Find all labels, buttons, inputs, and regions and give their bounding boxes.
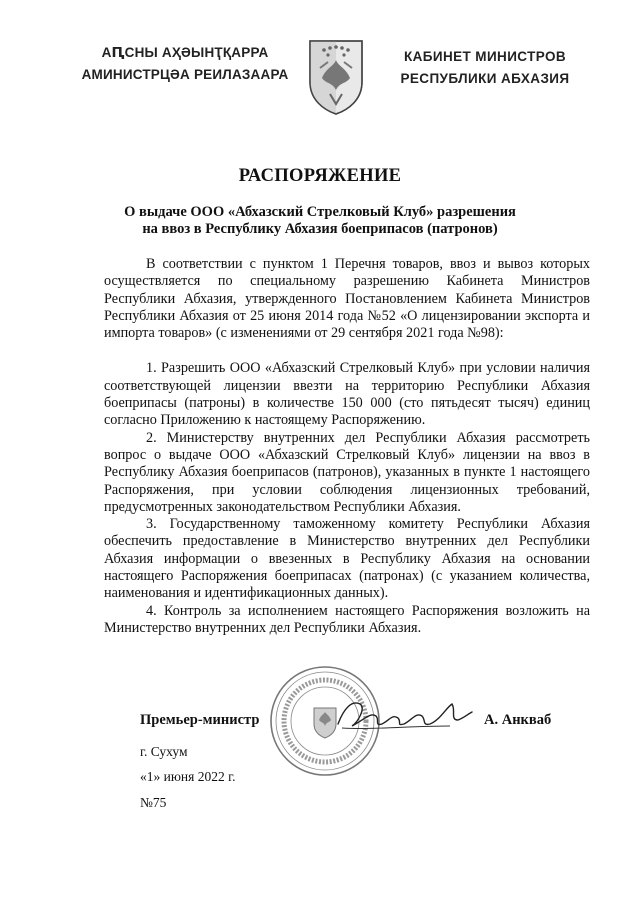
subject-line-2: на ввоз в Республику Абхазия боеприпасов (патронов) xyxy=(142,221,498,237)
subject-line-1: О выдаче ООО «Абхазский Стрелковый Клуб» разрешения xyxy=(124,204,516,220)
signatory-position: Премьер-министр xyxy=(140,712,260,728)
signatory-name: А. Анкваб xyxy=(484,712,552,728)
document-number: №75 xyxy=(140,795,167,810)
document-date: «1» июня 2022 г. xyxy=(140,769,236,784)
document-subject xyxy=(100,204,540,238)
letterhead-left-line1: АԤСНЫ АҲӘЫНҬҚАРРА xyxy=(101,45,269,60)
abkhazia-coat-of-arms-icon xyxy=(306,38,366,116)
document-city: г. Сухум xyxy=(140,744,188,759)
document-body xyxy=(104,256,590,637)
letterhead-left xyxy=(70,42,300,86)
item-paragraph-2: 2. Министерству внутренних дел Республики Абхазия рассмотреть вопрос о выдаче ООО «Абхазский Стрелковый Клуб» лицензии на ввоз в Республику Абхазия боеприпасов (патронов), указанных в пункте 1 настоящего Распоряжения, при условии соблюдения лицензионных требований, предусмотренных законодательством Республики Абхазия. xyxy=(104,429,590,515)
letterhead-left-line2: АМИНИСТРЦӘА РЕИЛАЗААРА xyxy=(81,67,289,82)
letterhead-right-line1: КАБИНЕТ МИНИСТРОВ xyxy=(403,49,567,64)
item-paragraph-3: 3. Государственному таможенному комитету Республики Абхазия обеспечить предоставление в Министерство внутренних дел Республики Абхазия информации о ввезенных в Республику Абхазия на основании настоящего Распоряжения боеприпасах (патронах) (с указанием количества, наименования и идентификационных данных). xyxy=(104,516,590,602)
letterhead-right xyxy=(380,46,590,90)
preamble-paragraph: В соответствии с пунктом 1 Перечня товаров, ввоз и вывоз которых осуществляется по специальному разрешению Кабинета Министров Республики Абхазия, утвержденного Постановлением Кабинета Министров Республики Абхазия от 25 июня 2014 года №52 «О лицензировании экспорта и импорта товаров» (с изменениями от 29 сентября 2021 года №98): xyxy=(104,256,590,342)
document-title: РАСПОРЯЖЕНИЕ xyxy=(238,166,402,186)
item-paragraph-1: 1. Разрешить ООО «Абхазский Стрелковый Клуб» при условии наличия соответствующей лицензии ввезти на территорию Республики Абхазия боеприпасы (патроны) в количестве 150 000 (сто пятьдесят тысяч) единиц согласно Приложению к настоящему Распоряжению. xyxy=(104,360,590,429)
item-paragraph-4: 4. Контроль за исполнением настоящего Распоряжения возложить на Министерство внутренних дел Республики Абхазия. xyxy=(104,602,590,636)
handwritten-signature-icon xyxy=(330,690,480,740)
letterhead-right-line2: РЕСПУБЛИКИ АБХАЗИЯ xyxy=(400,71,570,86)
